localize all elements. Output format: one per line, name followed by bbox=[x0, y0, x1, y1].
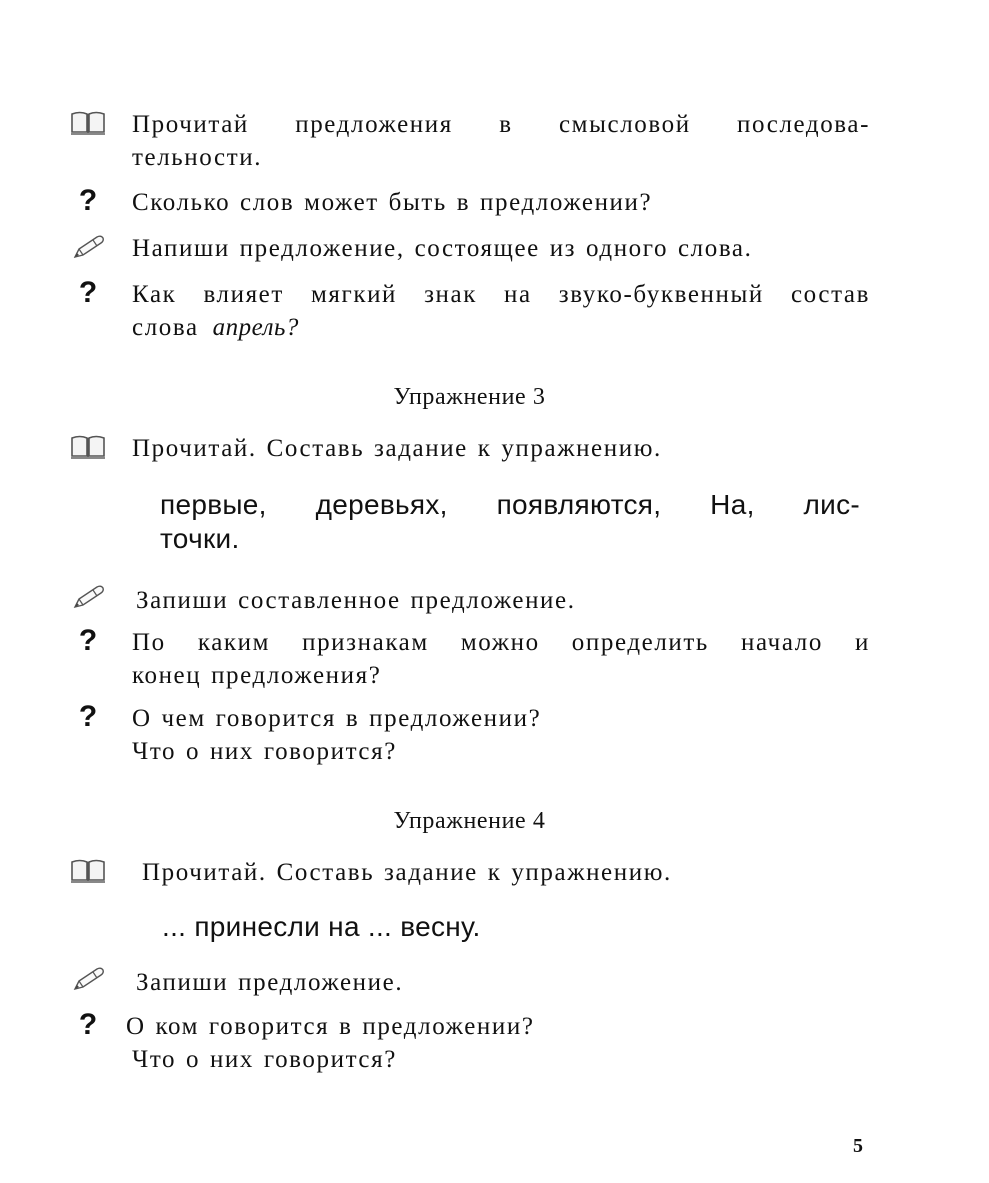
question-line-2: Что о них говорится? bbox=[132, 1046, 397, 1073]
exercise-4-sample: ... принесли на ... весну. bbox=[162, 911, 481, 942]
question-icon: ? bbox=[78, 624, 98, 657]
exercise-4-instruction bbox=[70, 856, 870, 892]
book-icon bbox=[70, 858, 106, 890]
exercise-3-sample bbox=[160, 488, 860, 556]
book-icon bbox=[70, 110, 106, 142]
question-text: Сколько слов может быть в предложении? bbox=[132, 189, 653, 216]
instruction-line-2: тельности. bbox=[132, 144, 263, 171]
question-line-1: Как влияет мягкий знак на звуко-буквенный состав bbox=[132, 281, 870, 308]
exercise-3-write-task bbox=[70, 584, 870, 620]
instruction-line-1: Прочитай предложения в смысловой последова- bbox=[132, 111, 870, 138]
sample-line-1: первые, деревьях, появляются, На, лис- bbox=[160, 489, 860, 520]
pen-icon bbox=[70, 584, 106, 616]
pen-icon bbox=[70, 234, 106, 266]
question-line-2: Что о них говорится? bbox=[132, 738, 397, 765]
question-icon: ? bbox=[78, 1008, 98, 1041]
instruction-read-sequence bbox=[70, 108, 870, 178]
instruction-text: Прочитай. Составь задание к упражнению. bbox=[132, 435, 662, 462]
exercise-4-write-task bbox=[70, 966, 870, 1002]
question-soft-sign bbox=[70, 278, 870, 348]
exercise-3-instruction bbox=[70, 432, 870, 468]
question-line-1: По каким признакам можно определить начало и bbox=[132, 629, 870, 656]
example-word: апрель? bbox=[212, 314, 299, 341]
write-task-text: Напиши предложение, состоящее из одного слова. bbox=[132, 235, 753, 262]
instruction-text: Прочитай. Составь задание к упражнению. bbox=[142, 859, 672, 886]
exercise-4-question bbox=[70, 1010, 870, 1080]
exercise-4-heading: Упражнение 4 bbox=[393, 808, 546, 834]
exercise-3-question-2 bbox=[70, 702, 870, 772]
question-line-1: О ком говорится в предложении? bbox=[126, 1013, 535, 1040]
question-icon: ? bbox=[78, 184, 98, 217]
question-words-count bbox=[70, 186, 870, 222]
page-number: 5 bbox=[853, 1135, 863, 1157]
question-line-2-plain: слова bbox=[132, 314, 199, 341]
write-task-text: Запиши предложение. bbox=[136, 969, 404, 996]
write-task-text: Запиши составленное предложение. bbox=[136, 587, 576, 614]
question-icon: ? bbox=[78, 276, 98, 309]
exercise-3-question-1 bbox=[70, 626, 870, 696]
write-task-one-word bbox=[70, 232, 870, 268]
question-line-2: конец предложения? bbox=[132, 662, 382, 689]
question-line-1: О чем говорится в предложении? bbox=[132, 705, 542, 732]
question-icon: ? bbox=[78, 700, 98, 733]
book-icon bbox=[70, 434, 106, 466]
pen-icon bbox=[70, 966, 106, 998]
exercise-3-heading: Упражнение 3 bbox=[393, 384, 546, 410]
sample-line-2: точки. bbox=[160, 523, 240, 554]
